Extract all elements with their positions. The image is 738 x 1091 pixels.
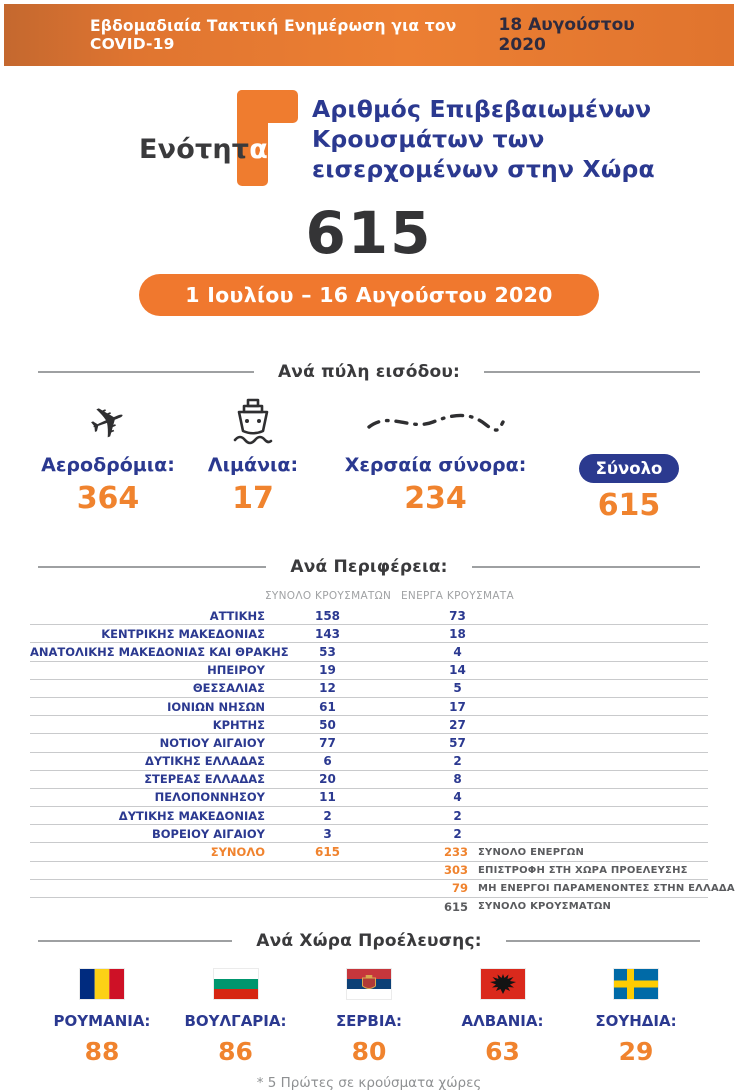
- albania-label: ΑΛΒΑΝΙΑ:: [461, 1012, 544, 1031]
- region-active-cases: 4: [453, 644, 462, 659]
- entry-gates-title: Ανά πύλη εισόδου:: [277, 362, 461, 382]
- region-row: [30, 607, 708, 625]
- summary-value: 233: [443, 845, 468, 860]
- region-total-row: [30, 843, 708, 861]
- divider-line: [38, 371, 254, 373]
- region-table: [30, 585, 735, 915]
- footnote: * 5 Πρώτες σε κρούσματα χώρες: [256, 1075, 482, 1091]
- serbia-value: 80: [351, 1037, 387, 1067]
- region-total-cases: 12: [319, 681, 336, 696]
- region-total-cases: 77: [319, 735, 336, 750]
- region-active-cases: 73: [449, 608, 466, 623]
- bulgaria-label: ΒΟΥΛΓΑΡΙΑ:: [184, 1012, 287, 1031]
- region-row: [30, 807, 708, 825]
- region-name: ΚΕΝΤΡΙΚΗΣ ΜΑΚΕΔΟΝΙΑΣ: [101, 626, 265, 641]
- country-romania: [36, 969, 168, 1066]
- report-date: 18 Αυγούστου 2020: [498, 15, 635, 55]
- airports-label: Αεροδρόμια:: [41, 454, 175, 476]
- countries-header: [0, 931, 738, 951]
- region-row: [30, 680, 708, 698]
- total-badge: Σύνολο: [579, 454, 680, 483]
- ports-value: 17: [232, 481, 274, 516]
- countries-row: [0, 969, 738, 1066]
- serbia-flag-icon: [347, 969, 391, 999]
- summary-label: ΣΥΝΟΛΟ ΕΝΕΡΓΩΝ: [478, 846, 585, 858]
- region-total-cases: 61: [319, 699, 336, 714]
- entry-total: [553, 396, 705, 523]
- column-total-cases: ΣΥΝΟΛΟ ΚΡΟΥΣΜΑΤΩΝ: [265, 590, 392, 602]
- region-active-cases: 2: [453, 826, 462, 841]
- region-total-cases: 50: [319, 717, 336, 732]
- countries-title: Ανά Χώρα Προέλευσης:: [256, 931, 482, 952]
- heading-line-2: Κρουσμάτων των: [312, 125, 545, 153]
- region-name: ΑΤΤΙΚΗΣ: [209, 608, 265, 623]
- land-borders-value: 234: [404, 481, 467, 516]
- section-label-light: α: [249, 134, 268, 165]
- divider-line: [472, 566, 700, 568]
- region-name: ΠΕΛΟΠΟΝΝΗΣΟΥ: [154, 790, 265, 805]
- region-active-cases: 27: [449, 717, 466, 732]
- heading-line-3: εισερχομένων στην Χώρα: [312, 155, 655, 183]
- romania-flag-icon: [80, 969, 124, 999]
- summary-label: ΜΗ ΕΝΕΡΓΟΙ ΠΑΡΑΜΕΝΟΝΤΕΣ ΣΤΗΝ ΕΛΛΑΔΑ: [478, 882, 735, 894]
- summary-value: 615: [443, 899, 468, 914]
- region-name: ΑΝΑΤΟΛΙΚΗΣ ΜΑΚΕΔΟΝΙΑΣ ΚΑΙ ΘΡΑΚΗΣ: [30, 644, 289, 659]
- summary-label: ΣΥΝΟΛΟ ΚΡΟΥΣΜΑΤΩΝ: [478, 901, 612, 913]
- regions-title: Ανά Περιφέρεια:: [290, 557, 448, 577]
- country-albania: [437, 969, 569, 1066]
- region-total-cases: 3: [323, 826, 332, 841]
- divider-line: [484, 371, 700, 373]
- bulgaria-flag-icon: [214, 969, 258, 999]
- airplane-icon: ✈: [81, 391, 135, 454]
- region-active-cases: 2: [453, 754, 462, 769]
- region-name: ΔΥΤΙΚΗΣ ΜΑΚΕΔΟΝΙΑΣ: [118, 808, 265, 823]
- romania-value: 88: [84, 1037, 120, 1067]
- romania-label: ΡΟΥΜΑΝΙΑ:: [53, 1012, 151, 1031]
- country-serbia: [303, 969, 435, 1066]
- region-table-body: [30, 607, 735, 915]
- region-row: [30, 643, 708, 661]
- country-bulgaria: [170, 969, 302, 1066]
- region-active-cases: 8: [453, 772, 462, 787]
- divider-line: [38, 940, 232, 942]
- region-row: [30, 734, 708, 752]
- section-heading: [312, 94, 655, 184]
- total-row-value: 615: [314, 845, 341, 860]
- land-border-icon: [363, 396, 509, 450]
- period-badge: 1 Ιουλίου – 16 Αυγούστου 2020: [139, 274, 599, 316]
- region-table-head: [30, 585, 708, 607]
- confirmed-total: 615: [305, 199, 433, 267]
- heading-line-1: Αριθμός Επιβεβαιωμένων: [312, 95, 652, 123]
- region-active-cases: 17: [449, 699, 466, 714]
- summary-value: 303: [443, 863, 468, 878]
- region-total-cases: 143: [314, 626, 341, 641]
- sweden-flag-icon: [614, 969, 658, 999]
- region-name: ΔΥΤΙΚΗΣ ΕΛΛΑΔΑΣ: [145, 754, 265, 769]
- entry-gates-header: [0, 362, 738, 382]
- region-row: [30, 662, 708, 680]
- region-active-cases: 2: [453, 808, 462, 823]
- airports-value: 364: [76, 481, 140, 516]
- region-active-cases: 57: [449, 735, 466, 750]
- region-row: [30, 625, 708, 643]
- region-total-cases: 2: [323, 808, 332, 823]
- region-row: [30, 789, 708, 807]
- sweden-value: 29: [618, 1037, 654, 1067]
- region-row: [30, 716, 708, 734]
- region-total-cases: 53: [319, 644, 336, 659]
- bulgaria-value: 86: [218, 1037, 253, 1067]
- region-active-cases: 14: [449, 663, 466, 678]
- sweden-label: ΣΟΥΗΔΙΑ:: [595, 1012, 677, 1031]
- region-name: ΙΟΝΙΩΝ ΝΗΣΩΝ: [167, 699, 265, 714]
- entry-gates-row: [0, 391, 738, 523]
- region-total-cases: 19: [319, 663, 336, 678]
- region-name: ΘΕΣΣΑΛΙΑΣ: [192, 681, 265, 696]
- ship-icon: [229, 396, 277, 450]
- region-row: [30, 825, 708, 843]
- region-total-cases: 20: [319, 772, 336, 787]
- region-name: ΚΡΗΤΗΣ: [212, 717, 265, 732]
- section-label-dark: Ενότητ: [138, 134, 250, 165]
- entry-ports: [188, 396, 318, 523]
- top-bar: [4, 4, 734, 66]
- entry-airports: [28, 391, 188, 523]
- region-name: ΣΤΕΡΕΑΣ ΕΛΛΑΔΑΣ: [144, 772, 265, 787]
- divider-line: [506, 940, 700, 942]
- infographic-page: [0, 4, 738, 1091]
- section-label: [0, 134, 268, 165]
- region-row: [30, 698, 708, 716]
- summary-row: [30, 880, 735, 898]
- section-intro: [0, 90, 738, 194]
- report-title: Εβδομαδιαία Τακτική Ενημέρωση για τον COVID-19: [90, 17, 457, 53]
- region-total-cases: 158: [314, 608, 341, 623]
- entry-land-borders: [318, 396, 553, 523]
- summary-value: 79: [451, 881, 468, 896]
- summary-label: ΕΠΙΣΤΡΟΦΗ ΣΤΗ ΧΩΡΑ ΠΡΟΕΛΕΥΣΗΣ: [478, 864, 688, 876]
- total-row-label: ΣΥΝΟΛΟ: [210, 845, 265, 860]
- divider-line: [38, 566, 266, 568]
- region-active-cases: 5: [453, 681, 462, 696]
- albania-flag-icon: [481, 969, 525, 999]
- region-active-cases: 18: [449, 626, 466, 641]
- region-name: ΗΠΕΙΡΟΥ: [207, 663, 265, 678]
- ports-label: Λιμάνια:: [207, 454, 299, 476]
- region-row: [30, 753, 708, 771]
- column-active-cases: ΕΝΕΡΓΑ ΚΡΟΥΣΜΑΤΑ: [401, 590, 514, 602]
- region-name: ΝΟΤΙΟΥ ΑΙΓΑΙΟΥ: [159, 735, 265, 750]
- regions-header: [0, 557, 738, 577]
- region-row: [30, 771, 708, 789]
- region-total-cases: 6: [323, 754, 332, 769]
- serbia-label: ΣΕΡΒΙΑ:: [335, 1012, 403, 1031]
- country-sweden: [570, 969, 702, 1066]
- region-active-cases: 4: [453, 790, 462, 805]
- region-total-cases: 11: [319, 790, 336, 805]
- region-name: ΒΟΡΕΙΟΥ ΑΙΓΑΙΟΥ: [151, 826, 265, 841]
- albania-value: 63: [485, 1037, 520, 1067]
- summary-row: [30, 898, 708, 915]
- summary-row: [30, 862, 708, 880]
- land-borders-label: Χερσαία σύνορα:: [344, 454, 527, 476]
- entry-total-value: 615: [597, 488, 661, 523]
